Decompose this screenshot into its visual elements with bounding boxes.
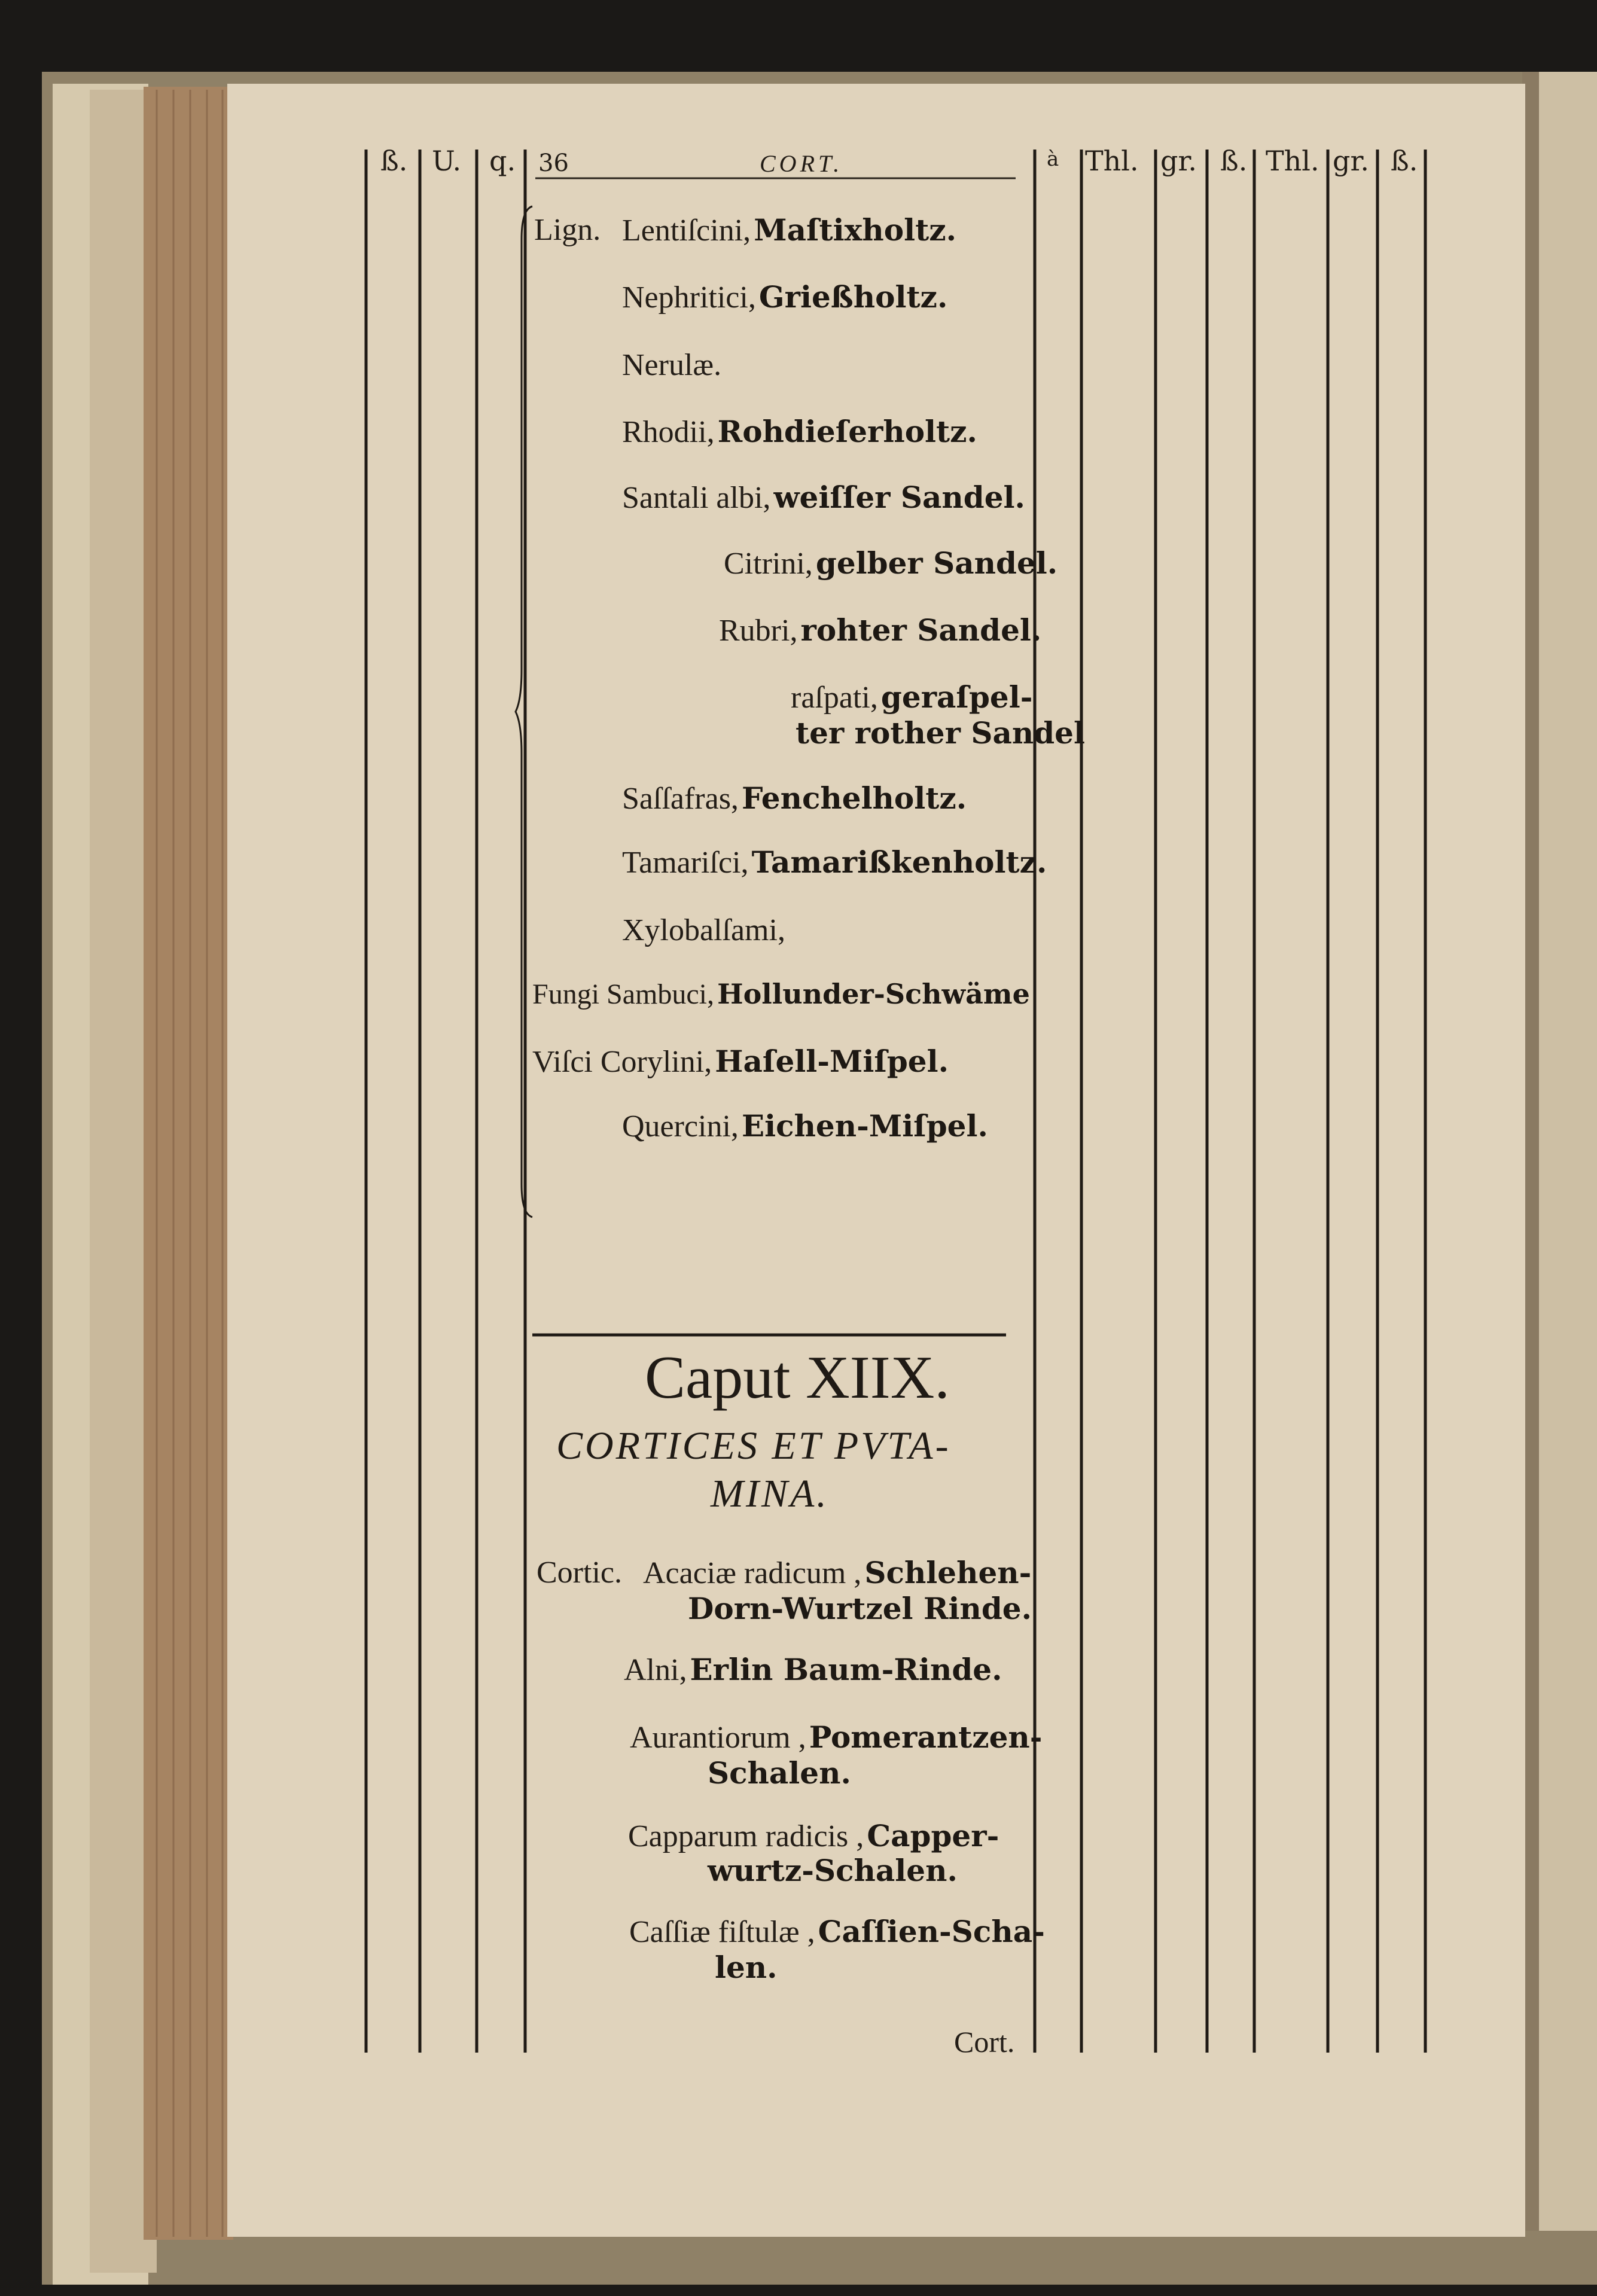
latin-term: Acaciæ radicum ,	[643, 1556, 862, 1590]
latin-term: Capparum radicis ,	[628, 1819, 864, 1853]
german-term: Maſtixholtz.	[754, 212, 957, 248]
header-col-a: à	[1047, 147, 1059, 171]
list-item	[532, 978, 1030, 1011]
header-col-pf-2: ß.	[1391, 145, 1418, 177]
list-item	[724, 545, 1057, 581]
list-item	[624, 1652, 1002, 1688]
running-title: CORT.	[760, 150, 843, 177]
german-term: Caſſien-Scha-	[818, 1914, 1045, 1949]
list-item	[622, 279, 947, 315]
list-item	[622, 414, 977, 450]
chapter-subtitle-continued: MINA.	[711, 1472, 829, 1516]
header-col-u: U.	[432, 145, 462, 177]
german-term: Eichen-Miſpel.	[742, 1108, 988, 1144]
german-term-continued: wurtz-Schalen.	[708, 1853, 958, 1888]
catchword: Cort.	[954, 2025, 1015, 2059]
list-item	[622, 1108, 988, 1144]
german-term: Hollunder-Schwäme	[717, 978, 1030, 1010]
header-col-pf-1: ß.	[1220, 145, 1248, 177]
list-item	[643, 1555, 1031, 1591]
list-item	[719, 612, 1041, 648]
list-item	[622, 480, 1025, 516]
german-term: Haſell-Miſpel.	[715, 1044, 949, 1079]
german-term: Grießholtz.	[758, 279, 948, 315]
list-item	[791, 679, 1032, 715]
chapter-title: Caput XIIX.	[645, 1344, 950, 1411]
german-term: Rohdieſerholtz.	[717, 414, 977, 449]
header-col-gr-2: gr.	[1333, 145, 1370, 177]
german-term-continued: ter rother Sandel	[796, 715, 1085, 751]
list-item	[532, 1044, 949, 1080]
page-number: 36	[538, 150, 569, 177]
latin-term: Viſci Corylini,	[532, 1045, 712, 1079]
german-term: Tamarißkenholtz.	[751, 844, 1047, 880]
list-item	[629, 1914, 1045, 1950]
german-term-continued: Schalen.	[708, 1755, 851, 1791]
german-term: Pomerantzen-	[809, 1719, 1043, 1755]
latin-term: Alni,	[624, 1653, 687, 1687]
list-item	[630, 1719, 1043, 1755]
latin-term: Caſſiæ fiſtulæ ,	[629, 1915, 815, 1949]
cortex-prefix: Cortic.	[537, 1556, 622, 1590]
german-term: Erlin Baum-Rinde.	[690, 1652, 1002, 1687]
latin-term: Citrini,	[724, 547, 813, 581]
latin-term: Aurantiorum ,	[630, 1721, 806, 1755]
latin-term: raſpati,	[791, 681, 878, 715]
german-term: Capper-	[867, 1818, 999, 1853]
latin-term: Rhodii,	[622, 415, 715, 449]
latin-term: Santali albi,	[622, 481, 771, 515]
latin-term: Nephritici,	[622, 280, 756, 315]
latin-term: Nerulæ.	[622, 348, 722, 382]
header-col-q: q.	[489, 145, 516, 177]
header-col-thl-1: Thl.	[1085, 145, 1139, 177]
german-term: rohter Sandel.	[800, 612, 1042, 648]
german-term: Fenchelholtz.	[742, 780, 967, 816]
list-item	[622, 844, 1047, 880]
german-term-continued: len.	[715, 1950, 778, 1985]
german-term: gelber Sandel.	[815, 545, 1058, 581]
header-col-gr-1: gr.	[1160, 145, 1197, 177]
german-term-continued: Dorn-Wurtzel Rinde.	[688, 1591, 1032, 1626]
latin-term: Saſſafras,	[622, 782, 739, 816]
lignum-prefix: Lign.	[534, 213, 601, 247]
header-col-thl-2: Thl.	[1266, 145, 1319, 177]
latin-term: Fungi Sambuci,	[532, 978, 715, 1010]
german-term: weiſſer Sandel.	[773, 480, 1025, 515]
german-term: Schlehen-	[864, 1555, 1032, 1590]
list-item	[622, 912, 785, 948]
latin-term: Rubri,	[719, 614, 798, 648]
list-item	[622, 212, 956, 248]
list-item	[628, 1818, 999, 1854]
chapter-subtitle: CORTICES ET PVTA-	[556, 1424, 951, 1468]
list-item	[622, 780, 967, 816]
latin-term: Tamariſci,	[622, 846, 749, 880]
header-col-b: ß.	[380, 145, 408, 177]
latin-term: Quercini,	[622, 1109, 739, 1144]
latin-term: Lentiſcini,	[622, 214, 751, 248]
german-term: geraſpel-	[880, 679, 1033, 715]
list-item	[622, 347, 721, 383]
latin-term: Xylobalſami,	[622, 913, 785, 947]
